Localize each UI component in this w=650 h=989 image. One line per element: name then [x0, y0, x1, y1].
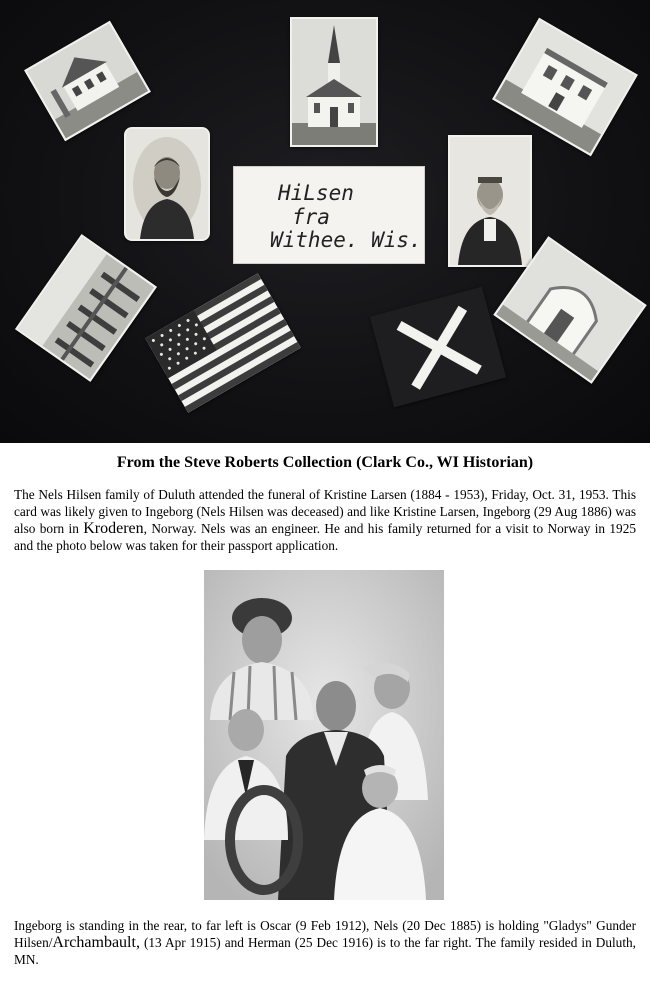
photo-caption-paragraph	[14, 917, 636, 968]
family-passport-photo	[204, 570, 444, 900]
house-photo	[24, 21, 151, 142]
man-portrait-left	[124, 127, 210, 241]
caption-title: From the Steve Roberts Collection (Clark Co., WI Historian)	[116, 454, 534, 471]
place-name: Kroderen	[83, 520, 144, 537]
card-text-line2: fra	[292, 205, 330, 229]
interior-photo-left	[15, 234, 157, 382]
surname: Archambault,	[52, 934, 140, 951]
norwegian-flag-photo	[370, 287, 506, 408]
church-photo	[290, 17, 378, 147]
description-text-1: The Nels Hilsen family of Duluth attended the funeral of Kristine Larsen (1884 - 1953), Friday, Oct. 31, 1953. This card was likely given to Ingeborg (Nels Hilsen was deceased) and like Kristine Larsen, Ingeborg (29 Aug 1886) was also born in	[14, 487, 636, 536]
man-portrait-right	[448, 135, 532, 267]
photo-caption-text-2: (13 Apr 1915) and Herman (25 Dec 1916) is to the far right. The family resided in Duluth, MN.	[14, 935, 636, 967]
photo-caption-text-1: Ingeborg is standing in the rear, to far left is Oscar (9 Feb 1912), Nels (20 Dec 1885) is holding "Gladys" Gunder Hilsen/	[14, 918, 636, 950]
greeting-card	[233, 166, 425, 264]
postcard-photo	[0, 0, 650, 443]
card-text-line1: HiLsen	[278, 181, 354, 205]
american-flag-photo	[145, 273, 301, 412]
card-text-line3: Withee. Wis.	[270, 228, 422, 252]
description-text-2: , Norway. Nels was an engineer. He and his family returned for a visit to Norway in 1925 and the photo below was taken for their passport application.	[14, 521, 636, 553]
description-paragraph	[14, 486, 636, 554]
